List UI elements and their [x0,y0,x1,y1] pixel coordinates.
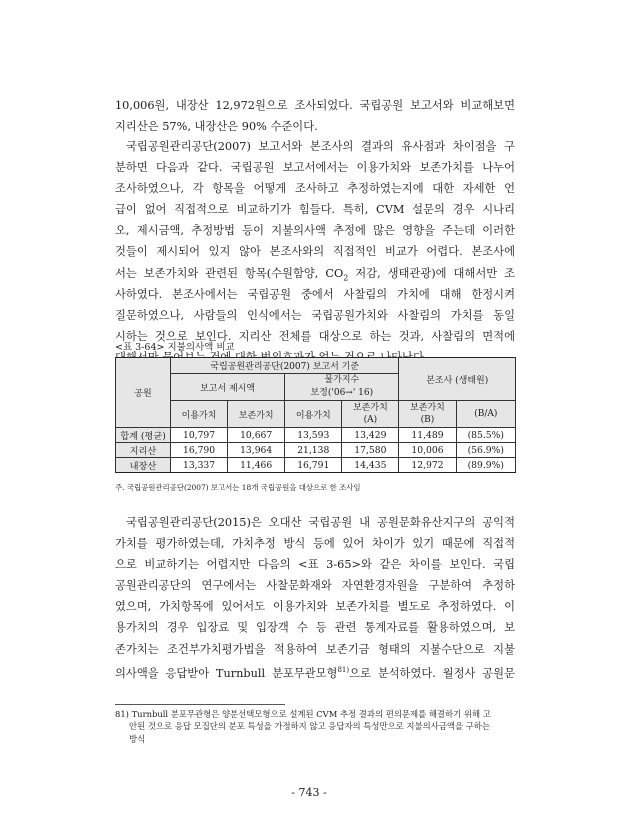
table-cell: 13,964 [228,443,285,458]
table-cell: (56.9%) [456,443,515,458]
table-cell: 13,337 [171,458,228,473]
table-cell: 21,138 [285,443,342,458]
header-text: 보존가치 [410,403,445,413]
text-line: 조사하였으나, 각 항목을 어떻게 조사하고 추정하였는지에 대한 자세한 언 [115,182,515,196]
table-cell: 내장산 [116,458,171,473]
footnote-line: 방식 [129,733,146,744]
text-line: 공원관리공단의 연구에서는 사찰문화재와 자연환경자원을 구분하여 추정하 [115,579,515,593]
table-cell: 10,006 [399,443,456,458]
paragraph-1 [115,95,515,137]
header-this-study: 본조사 (생태원) [399,358,516,401]
header-use-value-adjusted: 이용가치 [285,401,342,428]
text-line: 것들이 제시되어 있지 않아 본조사와의 직접적인 비교가 어렵다. 본조사에 [115,245,515,259]
table-caption: <표 3-64> 지불의사액 비교 [115,342,235,353]
text-segment: 으로 분석하였다. 월정사 공원문 [349,666,515,680]
text-segment: 서는 보존가치와 관련된 항목(수원함양, CO [115,266,344,280]
table-cell: 16,791 [285,458,342,473]
table-cell: 10,797 [171,428,228,443]
text-line: 10,006원, 내장산 12,972원으로 조사되었다. 국립공원 보고서와 비교해보면 [115,99,515,112]
header-text: (A) [363,415,378,425]
text-line [115,660,515,681]
header-preservation-value-a [342,401,399,428]
text-line: 분하면 다음과 같다. 국립공원 보고서에서는 이용가치와 보존가치를 나누어 [115,161,515,175]
header-report-wtp: 보고서 제시액 [171,374,285,401]
table-cell: 지리산 [116,443,171,458]
paragraph-2 [115,136,515,368]
header-kpa-group: 국립공원관리공단(2007) 보고서 기준 [171,358,399,374]
text-line: 급이 없어 직접적으로 비교하기가 힘들다. 특히, CVM 설문의 경우 시나리 [115,203,515,217]
text-line: 지리산은 57%, 내장산은 90% 수준이다. [115,120,318,134]
header-park: 공원 [116,358,171,428]
header-price-adjusted [285,374,399,401]
table-cell: 합계 (평균) [116,428,171,443]
table-note: 주. 국립공원관리공단(2007) 보고서는 18개 국립공원을 대상으로 한 조사임 [115,483,361,492]
header-text: 물가지수 [324,375,360,385]
header-ratio: (B/A) [456,401,515,428]
table-cell: 10,667 [228,428,285,443]
header-text: 보존가치 [352,403,388,413]
text-line: 오, 제시금액, 추정방법 등이 지불의사액 추정에 많은 영향을 주는데 이러한 [115,224,515,238]
text-line: 으로 비교하기는 어렵지만 다음의 <표 3-65>와 같은 차이를 보인다. 국립 [115,558,515,572]
text-line: 질문하였으나, 사람들의 인식에서는 국립공원가치와 사찰림의 가치를 동일 [115,308,515,322]
text-line: 사하였다. 본조사에서는 국립공원 중에서 사찰림의 가치에 대해 한정시켜 [115,287,515,301]
table-row [116,458,516,473]
table-cell: (85.5%) [456,428,515,443]
page-number: - 743 - [291,786,327,799]
text-segment: 의사액을 응답받아 Turnbull 분포무관모형 [115,666,338,680]
table-cell: 17,580 [342,443,399,458]
text-line [115,263,515,284]
wtp-comparison-table [115,357,516,473]
text-line: 가치를 평가하였는데, 가치추정 방식 등에 있어 차이가 있기 때문에 직접적 [115,537,515,551]
text-line: 시하는 것으로 보인다. 지리산 전체를 대상으로 하는 것과, 사찰림의 면적에 [115,329,515,343]
header-preservation-value: 보존가치 [228,401,285,428]
text-line: 국립공원관리공단(2015)은 오대산 국립공원 내 공원문화유산지구의 공익적 [126,516,515,529]
paragraph-3 [115,512,515,681]
text-line: 였으며, 가치항목에 있어서도 이용가치와 보존가치를 별도로 추정하였다. 이 [115,600,515,614]
footnote [115,708,517,745]
table-cell: 11,489 [399,428,456,443]
header-text: 보정('06→' 16) [310,388,374,398]
header-use-value: 이용가치 [171,401,228,428]
header-text: (B) [420,415,435,425]
table-row [116,443,516,458]
subscript: 2 [343,272,349,282]
footnote-ref[interactable]: 81) [337,665,350,674]
footnote-divider [115,704,285,705]
text-segment: 저감, 생태관광)에 대해서만 조 [348,266,515,280]
footnote-line: 81) Turnbull 분포무관형은 양분선택모형으로 설계된 CVM 추정 결과의 편의문제를 해결하기 위해 고 [115,709,491,719]
table-cell: 12,972 [399,458,456,473]
text-line: 국립공원관리공단(2007) 보고서와 본조사의 결과의 유사점과 차이점을 구 [126,140,515,153]
table-cell: 13,429 [342,428,399,443]
table-cell: (89.9%) [456,458,515,473]
table-cell: 13,593 [285,428,342,443]
text-line: 존가치는 조건부가치평가법을 적용하여 보존기금 형태의 지불수단으로 지불 [115,642,515,656]
table-cell: 16,790 [171,443,228,458]
footnote-line: 안된 것으로 응답 모집단의 분포 특성을 가정하지 않고 응답자의 특성만으로 지불의사금액을 구하는 [129,721,490,732]
table-cell: 14,435 [342,458,399,473]
header-preservation-value-b [399,401,456,428]
text-line: 용가치의 경우 입장료 및 입장객 수 등 관련 통계자료를 활용하였으며, 보 [115,621,515,635]
table-row [116,428,516,443]
table-cell: 11,466 [228,458,285,473]
